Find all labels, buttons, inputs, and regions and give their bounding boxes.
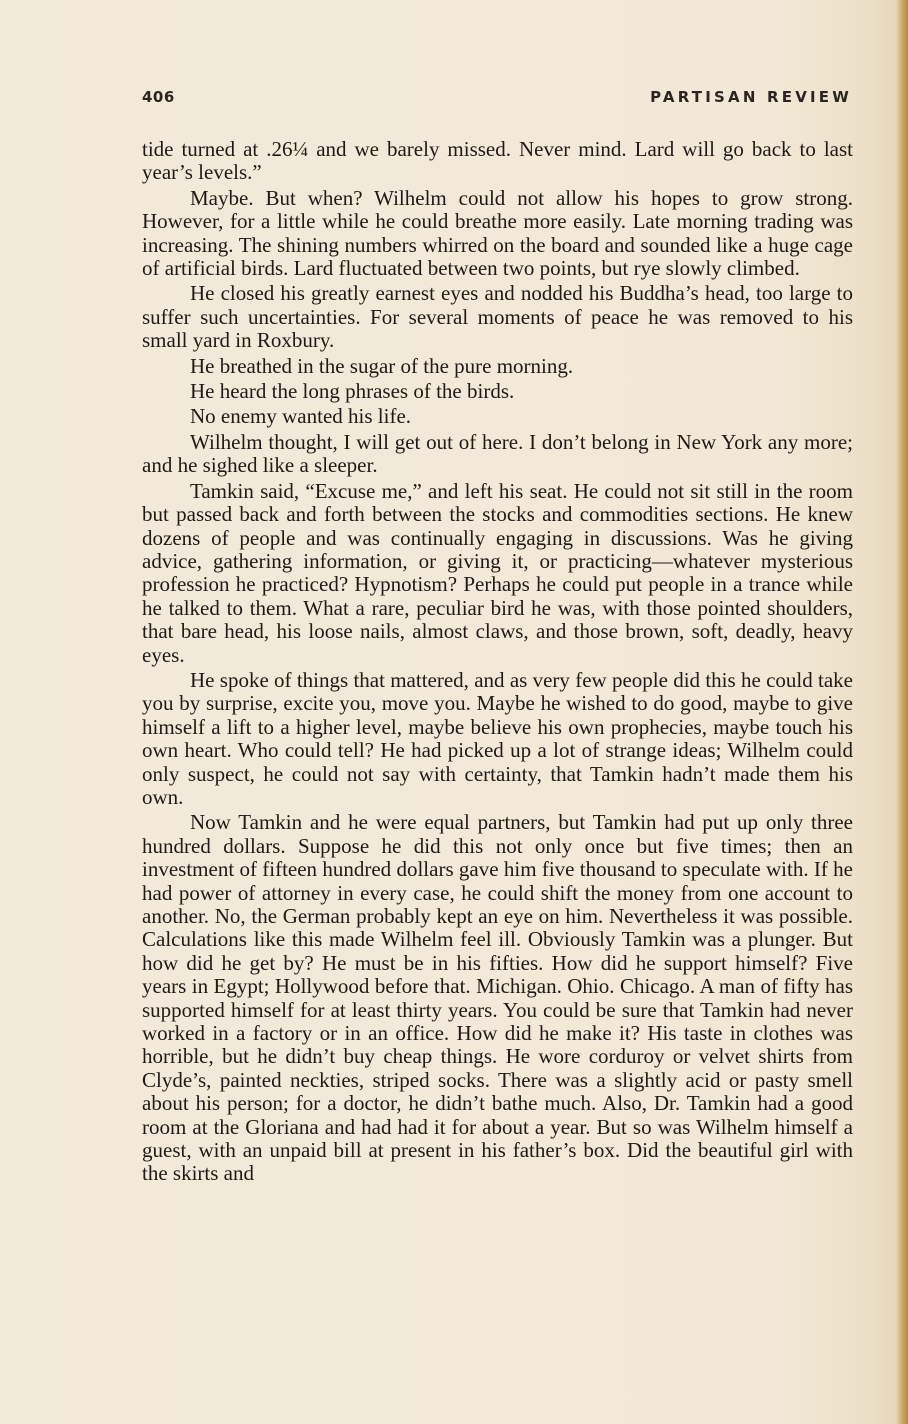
page-edge (896, 0, 908, 1424)
paragraph: Maybe. But when? Wilhelm could not allow his hopes to grow strong. However, for a little while he could breathe more easily. Late morning trading was increasing. The shining numbers whirred on the board and sounded like a huge cage of artificial birds. Lard fluctuated between two points, but rye slowly climbed. (142, 185, 853, 281)
journal-title: PARTISAN REVIEW (650, 88, 852, 106)
paragraph: He spoke of things that mattered, and as very few people did this he could take you by surprise, excite you, move you. Maybe he wished to do good, maybe to give himself a lift to a higher level, maybe believe his own prophecies, maybe touch his own heart. Who could tell? He had picked up a lot of strange ideas; Wilhelm could only suspect, he could not say with certainty, that Tamkin hadn’t made them his own. (142, 667, 853, 809)
body-text (142, 138, 853, 1186)
running-head (142, 88, 852, 112)
page-number: 406 (142, 88, 175, 106)
paragraph: tide turned at .26¼ and we barely missed. Never mind. Lard will go back to last year’s levels.” (142, 137, 853, 185)
paragraph: No enemy wanted his life. (190, 404, 412, 429)
paragraph: He closed his greatly earnest eyes and nodded his Buddha’s head, too large to suffer such uncertainties. For several moments of peace he was removed to his small yard in Roxbury. (142, 281, 853, 353)
paragraph: He breathed in the sugar of the pure morning. (190, 353, 574, 378)
paragraph: He heard the long phrases of the birds. (190, 379, 515, 404)
paragraph: Wilhelm thought, I will get out of here. I don’t belong in New York any more; and he sighed like a sleeper. (142, 429, 853, 478)
paragraph: Now Tamkin and he were equal partners, but Tamkin had put up only three hundred dollars. Suppose he did this not only once but five times; then an investment of fifteen hundred dollars gave him five thousand to speculate with. If he had power of attorney in every case, he could shift the money from one account to another. No, the German probably kept an eye on him. Nevertheless it was possible. Calculations like this made Wilhelm feel ill. Obviously Tamkin was a plunger. But how did he get by? He must be in his fifties. How did he support himself? Five years in Egypt; Hollywood before that. Michigan. Ohio. Chicago. A man of fifty has supported himself for at least thirty years. You could be sure that Tamkin had never worked in a factory or in an office. How did he make it? His taste in clothes was horrible, but he didn’t buy cheap things. He wore corduroy or velvet shirts from Clyde’s, painted neckties, striped socks. There was a slightly acid or pasty smell about his person; for a doctor, he didn’t bathe much. Also, Dr. Tamkin had a good room at the Gloriana and had had it for about a year. But so was Wilhelm himself a guest, with an unpaid bill at present in his father’s box. Did the beautiful girl with the skirts and (142, 810, 853, 1186)
paragraph: Tamkin said, “Excuse me,” and left his seat. He could not sit still in the room but passed back and forth between the stocks and commodities sections. He knew dozens of people and was continually engaging in discussions. Was he giving advice, gathering information, or giving it, or practicing—whatever mysterious profession he practiced? Hypnotism? Perhaps he could put people in a trance while he talked to them. What a rare, peculiar bird he was, with those pointed shoulders, that bare head, his loose nails, almost claws, and those brown, soft, deadly, heavy eyes. (142, 478, 853, 667)
